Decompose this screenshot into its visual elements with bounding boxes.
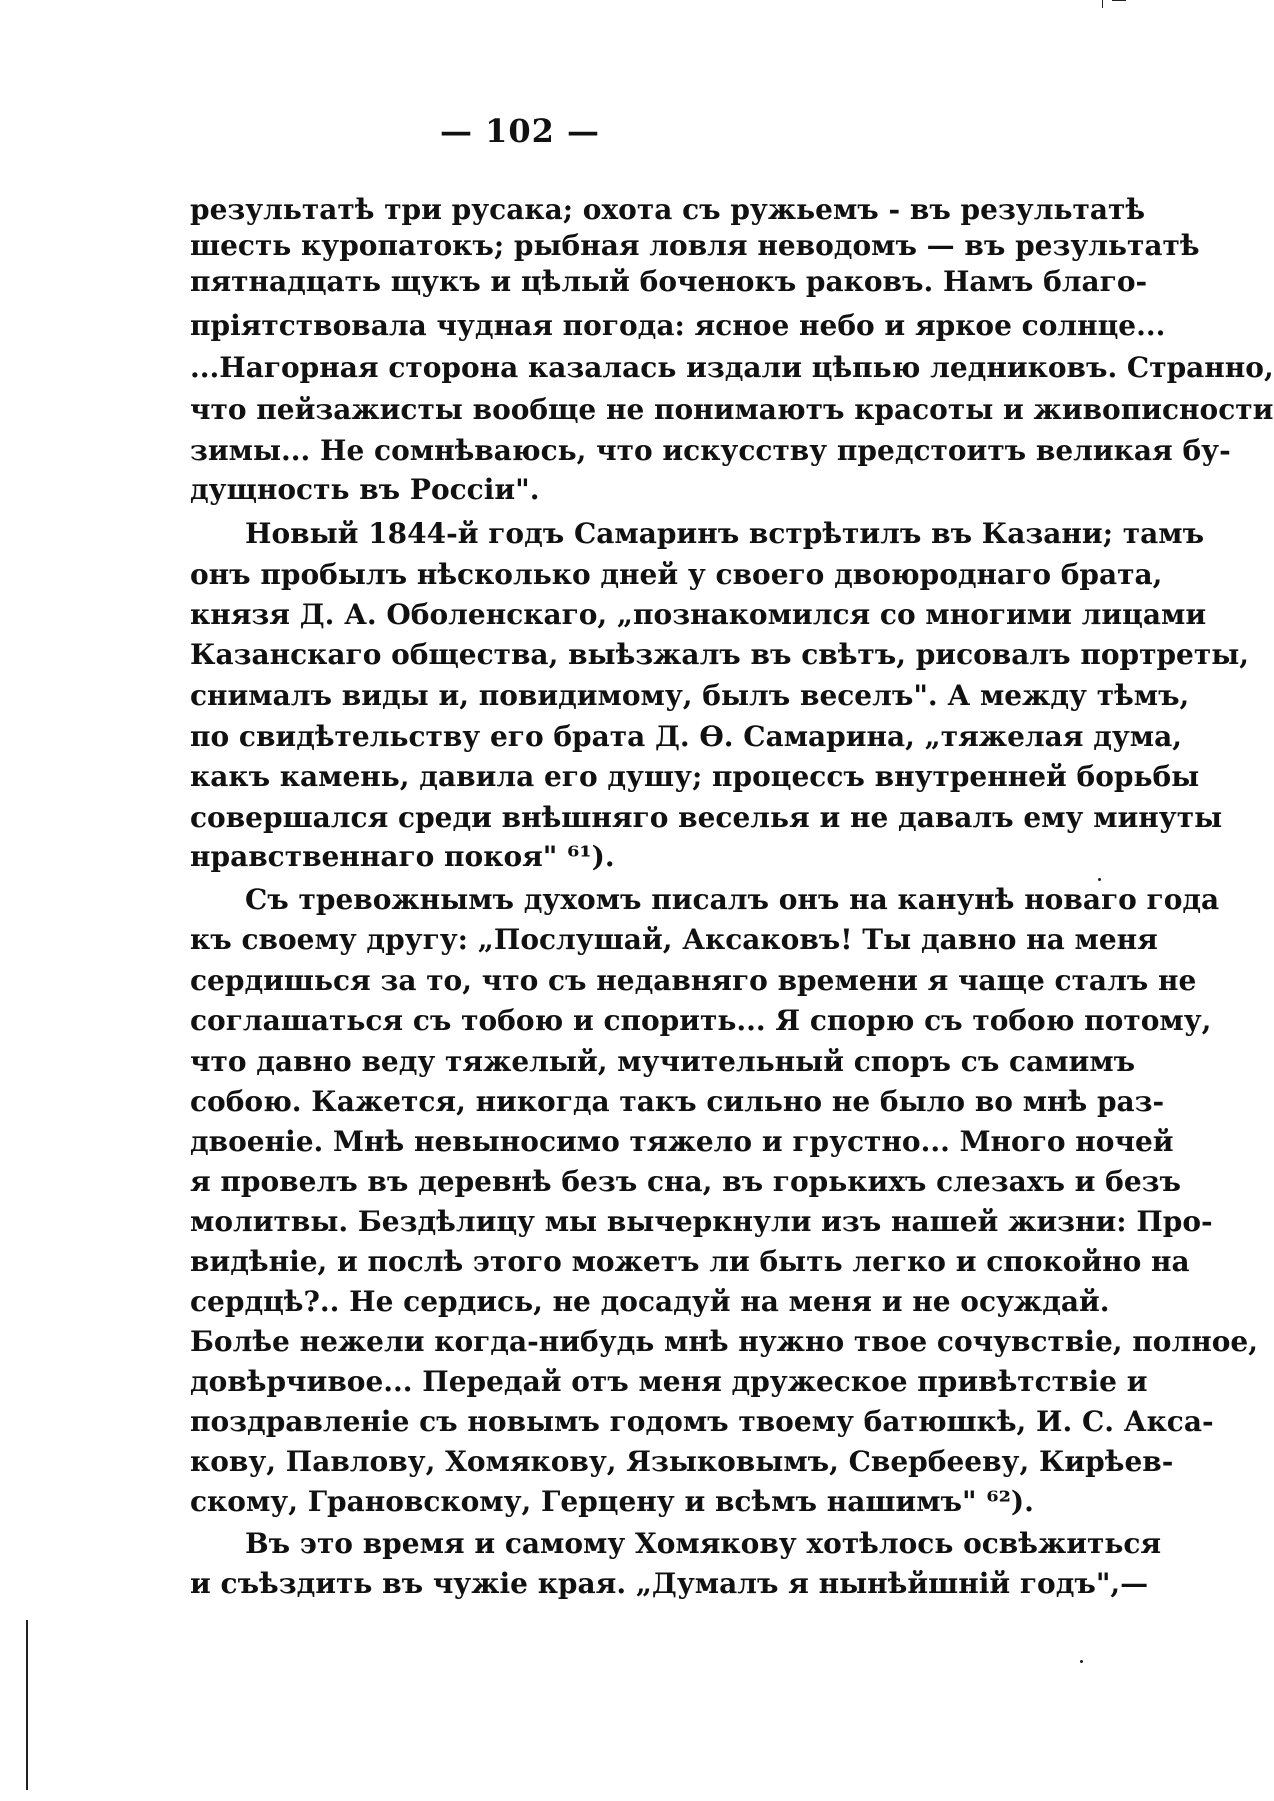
text-line: я провелъ въ деревнѣ безъ сна, въ горькихъ слезахъ и безъ: [190, 1165, 1182, 1198]
text-line: что пейзажисты вообще не понимаютъ красоты и живописности: [190, 393, 1274, 426]
text-line: Казанскаго общества, выѣзжалъ въ свѣтъ, рисовалъ портреты,: [190, 638, 1250, 671]
text-line: Съ тревожнымъ духомъ писалъ онъ на канунѣ новаго года: [245, 883, 1220, 916]
scan-edge-mark: [1112, 0, 1126, 1]
text-line: что давно веду тяжелый, мучительный споръ съ самимъ: [190, 1045, 1136, 1078]
text-line: ...Нагорная сторона казалась издали цѣпью ледниковъ. Странно,: [190, 351, 1274, 384]
text-line: снималъ виды и, повидимому, былъ веселъ". А между тѣмъ,: [190, 679, 1190, 712]
scan-speck: [1098, 878, 1101, 881]
text-line: Болѣе нежели когда-нибудь мнѣ нужно твое сочувствіе, полное,: [190, 1325, 1258, 1358]
text-line: видѣніе, и послѣ этого можетъ ли быть легко и спокойно на: [190, 1245, 1190, 1278]
text-line: къ своему другу: „Послушай, Аксаковъ! Ты давно на меня: [190, 923, 1158, 956]
text-line: двоеніе. Мнѣ невыносимо тяжело и грустно... Много ночей: [190, 1125, 1174, 1158]
text-line: совершался среди внѣшняго веселья и не давалъ ему минуты: [190, 801, 1223, 834]
text-line: дущность въ Россіи".: [190, 473, 540, 506]
text-line: онъ пробылъ нѣсколько дней у своего двоюроднаго брата,: [190, 558, 1163, 591]
text-line: результатѣ три русака; охота съ ружьемъ - въ результатѣ: [190, 193, 1146, 226]
text-line: Новый 1844-й годъ Самаринъ встрѣтилъ въ Казани; тамъ: [245, 517, 1205, 550]
scan-speck: [1080, 1660, 1083, 1663]
scan-edge-mark: [1102, 0, 1103, 8]
text-line: князя Д. А. Оболенскаго, „познакомился со многими лицами: [190, 598, 1207, 631]
text-line: зимы... Не сомнѣваюсь, что искусству предстоитъ великая бу-: [190, 434, 1231, 467]
text-line: сердишься за то, что съ недавняго времени я чаще сталъ не: [190, 964, 1197, 997]
text-line: поздравленіе съ новымъ годомъ твоему батюшкѣ, И. С. Акса-: [190, 1405, 1214, 1438]
text-line: соглашаться съ тобою и спорить... Я спорю съ тобою потому,: [190, 1004, 1212, 1037]
text-line: сердцѣ?.. Не сердись, не досадуй на меня и не осуждай.: [190, 1285, 1110, 1318]
text-line: Въ это время и самому Хомякову хотѣлось освѣжиться: [245, 1527, 1162, 1560]
text-line: молитвы. Бездѣлицу мы вычеркнули изъ нашей жизни: Про-: [190, 1205, 1213, 1238]
text-line: кову, Павлову, Хомякову, Языковымъ, Свербееву, Кирѣев-: [190, 1445, 1174, 1478]
text-line: по свидѣтельству его брата Д. Ѳ. Самарина, „тяжелая дума,: [190, 720, 1183, 753]
text-line: пріятствовала чудная погода: ясное небо и яркое солнце...: [190, 309, 1166, 342]
text-line: собою. Кажется, никогда такъ сильно не было во мнѣ раз-: [190, 1085, 1165, 1118]
text-line: шесть куропатокъ; рыбная ловля неводомъ — въ результатѣ: [190, 229, 1200, 262]
text-line: какъ камень, давила его душу; процессъ внутренней борьбы: [190, 760, 1200, 793]
text-line: довѣрчивое... Передай отъ меня дружеское привѣтствіе и: [190, 1365, 1148, 1398]
scan-edge-mark: [26, 1620, 28, 1790]
page-number: — 102 —: [439, 112, 601, 150]
text-line: пятнадцать щукъ и цѣлый боченокъ раковъ. Намъ благо-: [190, 265, 1148, 298]
text-line: нравственнаго покоя" ⁶¹).: [190, 840, 615, 873]
text-line: скому, Грановскому, Герцену и всѣмъ нашимъ" ⁶²).: [190, 1485, 1034, 1518]
text-line: и съѣздить въ чужіе края. „Думалъ я нынѣйшній годъ",—: [190, 1567, 1149, 1600]
